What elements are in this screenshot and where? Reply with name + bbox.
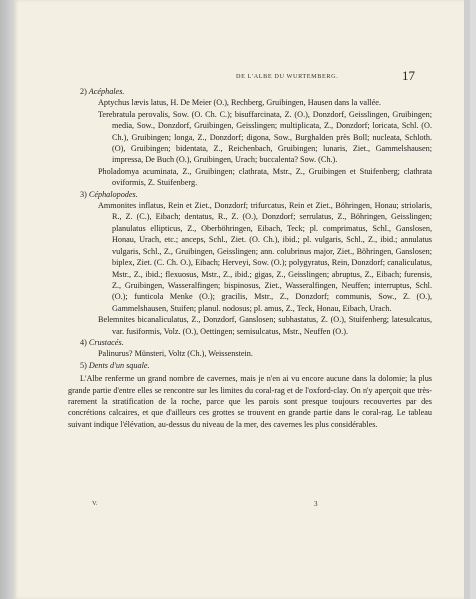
section-number: 2) (80, 87, 87, 96)
caves-paragraph: L'Albe renferme un grand nombre de cavernes, mais je n'en ai vu encore aucune dans la dolomie; la plus grande partie d'entre elles se rencontre sur les limites du coral-rag et de l'oxford-clay. On n'y aperçoit que très-rarement la stratification de la roche, parce que les parois sont presque toujours recouvertes par des concrétions calcaires, et que d'ailleurs ces grottes se trouvent en grande partie dans le coral-rag. Le tableau suivant indique l'élévation, au-dessus du niveau de la mer, des cavernes les plus considérables. (68, 374, 432, 429)
species-entry: Ammonites inflatus, Rein et Ziet., Donzdorf; trifurcatus, Rein et Ziet., Böhringen, Honau; striolaris, R., Z. (C.), Eibach; dentatus, R., Z. (O.), Donzdorf; serrulatus, Z., Böhringen, Geisslingen; planulatus ellipticus, Z., Oberböhringen, Eibach, Teck; pl. comprimatus, Schl., Ganslosen, Honau, Urach, etc.; anceps, Schl., Ziet. (O. Ch.), ibid.; pl. vulgaris, Schl., Z., ibid.; annulatus vulgaris, Schl., Z., Gruibingen, Geisslingen; ann. colubrinus major, Ziet., Böhringen, Ganslosen; biplex, Ziet. (C. Ch. O.), Eibach; Herveyi, Sow. (O.); polygyratus, Rein, Donzdorf; canaliculatus, Mstr., Z., ibid.; flexuosus, Mstr., Z., ibid.; gigas, Z., Geisslingen; abruptus, Z., Eibach; furensis, Z., Gruibingen, Wasseralfingen; bispinosus, Ziet., Wasseralfingen, Neuffen; interruptus, Schl. (O.); funticola Menke (O.); gracilis, Mstr., Z., Donzdorf; communis, Sow., Z. (O.), Gammelshausen, Stuifen; planul. nodosus; pl. amus, Z., Teck, Honau, Eibach, Urach. (98, 201, 432, 313)
page-edge (464, 0, 470, 599)
running-head: DE L'ALBE DU WURTEMBERG. (236, 73, 339, 80)
page-number: 17 (402, 68, 415, 83)
section-title: Dents d'un squale. (88, 360, 150, 370)
page-body (68, 86, 432, 430)
section-title: Crustacés. (88, 337, 124, 347)
section-heading (80, 337, 432, 348)
fossil-sections (68, 86, 432, 371)
section-number: 4) (80, 337, 87, 347)
species-entry: Terebratula perovalis, Sow. (O. Ch. C.); bisuffarcinata, Z. (O.), Donzdorf, Geisslingen, Gruibingen; media, Sow., Donzdorf, Gruibingen, Geisslingen; multiplicata, Z., Donzdorf; loricata, Schl. (O. Ch.), Gruibingen; longa, Z., Donzdorf; digona, Sow., Burghalden près Boll; nucleata, Schloth. (O), Gruibingen; bidentata, Z., Reichenbach, Gruibingen; lunaris, Ziet., Gammelshausen; impressa, De Buch (O.), Gruibingen, Urach; buccalenta? Sow. (Ch.). (98, 109, 432, 165)
page-header (14, 68, 470, 85)
section-title: Acéphales. (88, 87, 125, 96)
book-gutter (0, 0, 14, 599)
section-title: Céphalopodes. (88, 189, 138, 199)
species-entry: Aptychus lævis latus, H. De Meier (O.), Rechberg, Gruibingen, Hausen dans la vallée. (98, 98, 381, 108)
section-heading (80, 189, 432, 200)
page-footer (14, 500, 470, 512)
species-entry: Pholadomya acuminata, Z., Gruibingen; clathrata, Mstr., Z., Gruibingen et Stuifenberg; clathrata oviformis, Z. Stuifenberg. (98, 166, 432, 188)
book-page (14, 0, 470, 599)
signature-mark-right: 3 (314, 500, 318, 508)
species-entry: Belemnites bicanaliculatus, Z., Donzdorf, Ganslosen; subhastatus, Z. (O.), Stuifenberg; latesulcatus, var. fusiformis, Volz. (O.), Oettingen; semisulcatus, Mstr., Neuffen (O.). (98, 315, 432, 336)
species-entry: Palinurus? Münsteri, Voltz (Ch.), Weissenstein. (98, 349, 253, 359)
section-heading (80, 86, 432, 97)
signature-mark-left: V. (92, 500, 98, 507)
section-number: 5) (80, 360, 87, 370)
section-heading (80, 360, 432, 371)
section-number: 3) (80, 189, 87, 199)
